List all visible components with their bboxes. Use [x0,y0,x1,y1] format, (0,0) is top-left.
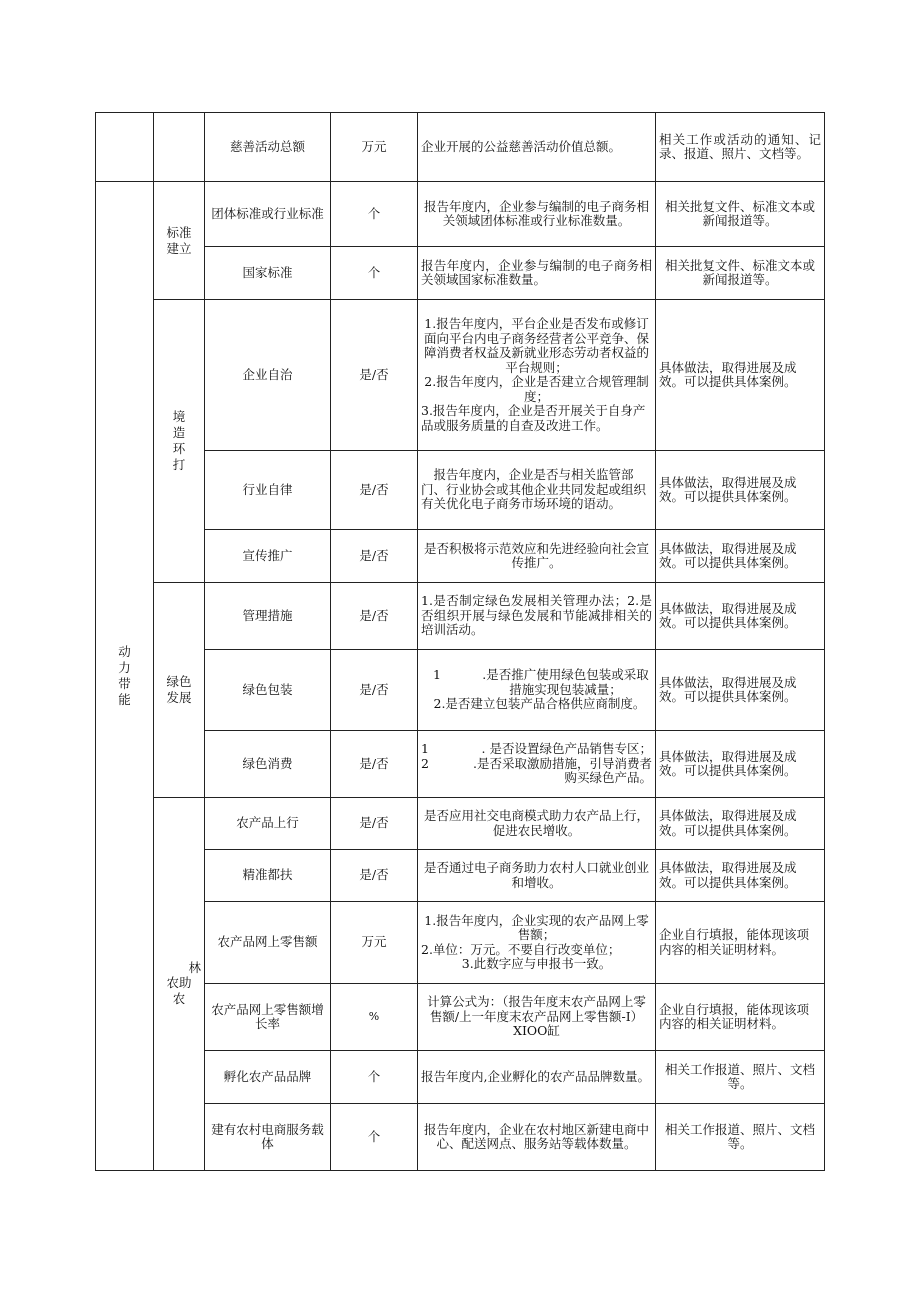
table-row [96,902,825,984]
item-cell: 农产品网上零售额 [205,902,331,984]
unit-cell: 是/否 [331,850,418,902]
desc-line: 是否应用社交电商模式助力农产品上行，促进农民增收。 [423,808,649,838]
item-cell: 宣传推广 [205,530,331,583]
table-row [96,300,825,451]
proof-cell: 具体做法，取得进展及成效。可以提供具体案例。 [656,731,825,798]
subcategory-label: 境造环打 [172,409,186,472]
desc-numbered [421,757,652,786]
unit-cell: 是/否 [331,530,418,583]
unit-cell: 个 [331,182,418,247]
table-row [96,798,825,850]
category-cell [96,113,154,182]
desc-line: 是否通过电子商务助力农村人口就业创业和增收。 [423,860,649,890]
proof-cell: 相关批复文件、标准文本或新闻报道等。 [656,247,825,300]
item-cell: 孵化农产品品牌 [205,1051,331,1104]
desc-line: 计算公式为：（报告年度末农产品网上零售额/上一年度末农产品网上零售额-I）XIOO缸 [427,994,646,1039]
proof-cell: 相关工作报道、照片、文档等。 [656,1051,825,1104]
unit-cell: 万元 [331,902,418,984]
unit-cell: 万元 [331,113,418,182]
indicator-table [95,112,825,1171]
table-row [96,113,825,182]
unit-cell: 个 [331,1104,418,1171]
proof-cell: 企业自行填报，能体现该项内容的相关证明材料。 [656,902,825,984]
desc-cell [418,1051,656,1104]
desc-cell [418,113,656,182]
item-cell: 绿色包装 [205,650,331,731]
item-cell: 行业自律 [205,451,331,530]
subcategory-cell [154,583,205,798]
desc-cell [418,1104,656,1171]
proof-cell: 企业自行填报，能体现该项内容的相关证明材料。 [656,984,825,1051]
desc-line: 2.报告年度内，企业是否建立合规管理制度； [424,374,649,404]
desc-cell [418,798,656,850]
proof-cell: 具体做法，取得进展及成效。可以提供具体案例。 [656,850,825,902]
subcategory-cell [154,182,205,300]
desc-line: 2.是否建立包装产品合格供应商制度。 [433,696,646,712]
table-row [96,984,825,1051]
desc-cell [418,984,656,1051]
unit-cell: % [331,984,418,1051]
item-cell: 建有农村电商服务载体 [205,1104,331,1171]
desc-line: 3.报告年度内，企业是否开展关于自身产品或服务质量的自查及改进工作。 [421,403,646,433]
desc-line: 报告年度内,企业孵化的农产品品牌数量。 [421,1068,650,1084]
proof-cell: 具体做法，取得进展及成效。可以提供具体案例。 [656,650,825,731]
subcategory-label-top: 林 [188,959,201,975]
desc-line: 1.报告年度内，平台企业是否发布或修订面向平台内电子商务经营者公平竞争、保障消费者权益及新就业形态劳动者权益的平台规则； [423,316,649,375]
unit-cell: 是/否 [331,583,418,650]
desc-cell [418,247,656,300]
desc-line: 1 [433,667,441,683]
desc-cell [418,530,656,583]
table-row [96,182,825,247]
proof-cell: 相关工作或活动的通知、记录、报道、照片、文档等。 [656,113,825,182]
item-cell: 绿色消费 [205,731,331,798]
desc-line: . 是否设置绿色产品销售专区； [481,741,652,757]
desc-cell [418,650,656,731]
category-cell [96,182,154,1171]
category-label: 动力带能 [118,644,131,707]
desc-line: 1.是否制定绿色发展相关管理办法；2.是否组织开展与绿色发展和节能减排相关的培训活动。 [421,593,652,638]
item-cell: 国家标准 [205,247,331,300]
desc-line: 2.单位：万元。不要自行改变单位； [421,941,621,957]
desc-cell [418,451,656,530]
item-cell: 慈善活动总额 [205,113,331,182]
desc-line: .是否采取激励措施，引导消费者购买绿色产品。 [473,755,652,786]
table-row [96,650,825,731]
desc-line: 报告年度内，企业参与编制的电子商务相关领域国家标准数量。 [421,257,652,287]
item-cell: 企业自治 [205,300,331,451]
desc-line: 1.报告年度内，企业实现的农产品网上零售额； [424,912,649,942]
proof-cell: 具体做法，取得进展及成效。可以提供具体案例。 [656,451,825,530]
proof-cell: 具体做法，取得进展及成效。可以提供具体案例。 [656,583,825,650]
item-cell: 精准都扶 [205,850,331,902]
table-row [96,1104,825,1171]
unit-cell: 个 [331,247,418,300]
subcategory-label: 绿色发展 [166,674,192,705]
table-row [96,731,825,798]
proof-cell: 相关工作报道、照片、文档等。 [656,1104,825,1171]
desc-cell [418,902,656,984]
desc-line: 3.此数字应与申报书一致。 [461,956,612,971]
desc-cell [418,182,656,247]
desc-line: 报告年度内，企业在农村地区新建电商中心、配送网点、服务站等载体数量。 [423,1121,649,1151]
desc-line: 报告年度内，企业参与编制的电子商务相关领域团体标准或行业标准数量。 [423,198,649,228]
table-row [96,247,825,300]
item-cell: 农产品上行 [205,798,331,850]
proof-cell: 具体做法，取得进展及成效。可以提供具体案例。 [656,300,825,451]
subcategory-cell [154,300,205,583]
desc-numbered [421,668,652,697]
proof-cell: 相关批复文件、标准文本或新闻报道等。 [656,182,825,247]
item-cell: 管理措施 [205,583,331,650]
desc-numbered [421,742,652,757]
table-row [96,583,825,650]
desc-line: 1 [421,741,429,757]
item-cell: 农产品网上零售额增长率 [205,984,331,1051]
proof-cell: 具体做法，取得进展及成效。可以提供具体案例。 [656,798,825,850]
table-row [96,1051,825,1104]
desc-cell [418,731,656,798]
desc-line: 报告年度内，企业是否与相关监管部门、行业协会或其他企业共同发起或组织有关优化电子商务市场环境的语动。 [421,467,647,512]
desc-cell [418,850,656,902]
unit-cell: 是/否 [331,300,418,451]
table-row [96,850,825,902]
subcategory-label: 农助农 [166,975,192,1007]
desc-cell [418,300,656,451]
desc-line: 是否积极将示范效应和先进经验向社会宣传推广。 [423,540,649,570]
subcategory-label: 标准建立 [166,224,192,256]
unit-cell: 是/否 [331,650,418,731]
subcategory-cell [154,798,205,1171]
unit-cell: 个 [331,1051,418,1104]
table-row [96,530,825,583]
unit-cell: 是/否 [331,798,418,850]
desc-line: 2 [421,755,429,771]
proof-cell: 具体做法，取得进展及成效。可以提供具体案例。 [656,530,825,583]
desc-line: .是否推广使用绿色包装或采取措施实现包装减量； [482,667,649,697]
unit-cell: 是/否 [331,731,418,798]
table-row [96,451,825,530]
desc-cell [418,583,656,650]
subcategory-cell [154,113,205,182]
unit-cell: 是/否 [331,451,418,530]
desc-line: 企业开展的公益慈善活动价值总额。 [421,138,622,154]
item-cell: 团体标准或行业标准 [205,182,331,247]
